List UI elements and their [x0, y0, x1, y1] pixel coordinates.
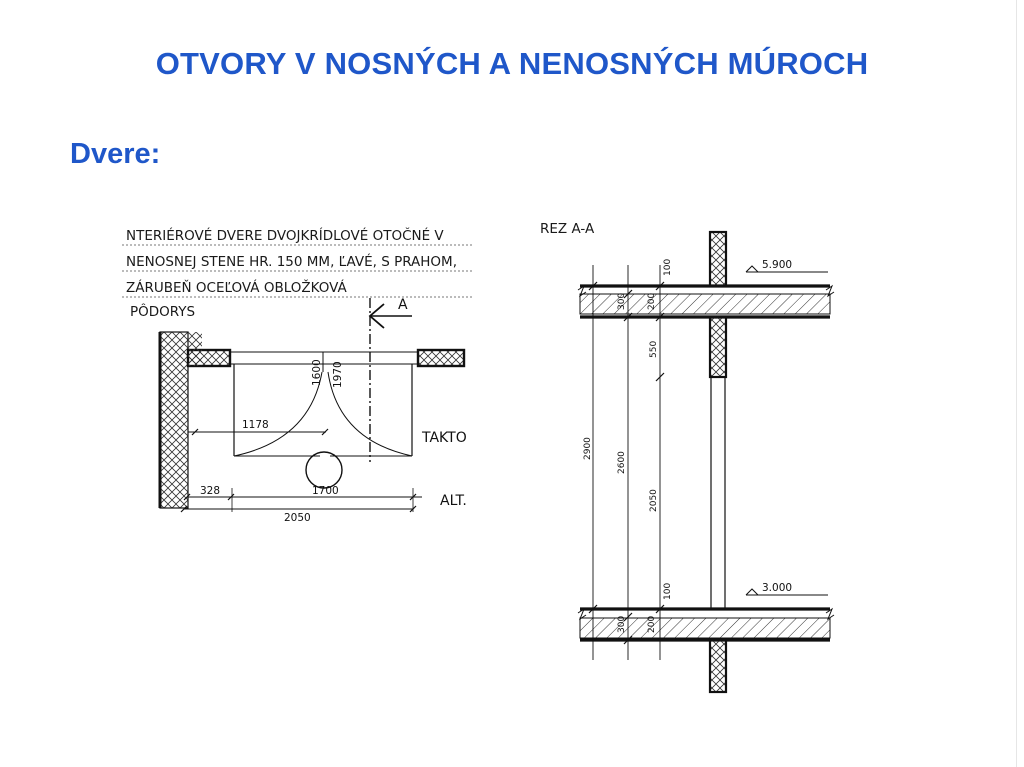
upper-wall	[710, 232, 726, 286]
dim-height-1970: 1970	[332, 361, 344, 388]
dim-opening-1700: 1700	[312, 485, 339, 497]
level-bottom-value: 3.000	[762, 582, 793, 594]
dim-offset-328: 328	[200, 485, 221, 497]
dim-height-1600: 1600	[311, 359, 323, 386]
dim-top-100: 100	[663, 258, 673, 276]
floor-plan	[122, 226, 472, 524]
section-heading: Dvere:	[70, 138, 161, 170]
plan-description-line-1: NTERIÉROVÉ DVERE DVOJKRÍDLOVÉ OTOČNÉ V	[126, 228, 444, 244]
dim-top-300: 300	[617, 292, 627, 310]
dim-2050: 2050	[649, 489, 659, 512]
level-top-value: 5.900	[762, 259, 793, 271]
dim-bottom-200: 200	[647, 615, 657, 633]
dim-leaf-1178: 1178	[242, 419, 269, 431]
dim-total-2050: 2050	[284, 512, 311, 524]
slide-title: OTVORY V NOSNÝCH A NENOSNÝCH MÚROCH	[155, 46, 869, 81]
dim-550: 550	[649, 340, 659, 358]
dim-bottom-100: 100	[663, 582, 673, 600]
takto-label: TAKTO	[422, 430, 467, 446]
partition-wall-right	[418, 350, 464, 366]
plan-description-line-2: NENOSNEJ STENE HR. 150 MM, ĽAVÉ, S PRAHOM,	[126, 254, 457, 270]
plan-description-line-3: ZÁRUBEŇ OCEĽOVÁ OBLOŽKOVÁ	[126, 280, 347, 296]
dim-2900: 2900	[583, 437, 593, 460]
dim-top-200: 200	[647, 292, 657, 310]
section-view-label: REZ A-A	[540, 221, 595, 237]
plan-view-label: PÔDORYS	[130, 304, 196, 320]
lintel-wall	[710, 317, 726, 377]
turning-circle	[306, 452, 342, 488]
dim-bottom-300: 300	[617, 615, 627, 633]
bearing-wall	[160, 332, 188, 508]
section-view	[540, 221, 834, 692]
alt-label: ALT.	[440, 493, 467, 509]
section-marker-label: A	[398, 297, 408, 313]
lower-wall	[710, 640, 726, 692]
door-leaf-section	[711, 377, 725, 609]
dim-2600: 2600	[617, 451, 627, 474]
door-swing-arc-left	[234, 372, 322, 456]
